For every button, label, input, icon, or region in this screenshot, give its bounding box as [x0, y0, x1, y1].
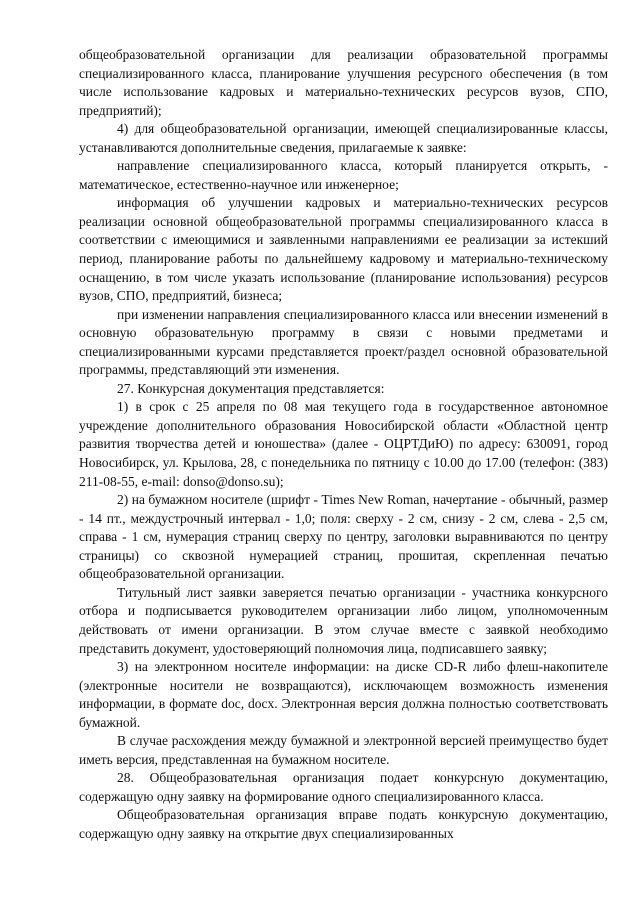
paragraph-p5: при изменении направления специализированного класса или внесении изменений в основную образовательную программу в связи с новыми предметами и специализированными курсами представляется проект/раздел основной образовательной программы, представляющий эти изменения. — [79, 306, 608, 378]
paragraph-p13: Общеобразовательная организация вправе подать конкурсную документацию, содержащую одну заявку на открытие двух специализированных — [79, 807, 608, 841]
paragraph-p7: 1) в срок с 25 апреля по 08 мая текущего года в государственное автономное учреждение дополнительного образования Новосибирской области «Областной центр развития творчества детей и юношества» (далее - ОЦРТДиЮ) по адресу: 630091, город Новосибирск, ул. Крылова, 28, с понедельника по пятницу с 10.00 до 17.00 (телефон: (383) 211-08-55, e-mail: donso@donso.su); — [79, 399, 608, 489]
paragraph-p10: 3) на электронном носителе информации: на диске CD-R либо флеш-накопителе (электронные носители не возвращаются), исключающем возможность изменения информации, в формате doc, docx. Электронная версия должна полностью соответствовать бумажной. — [79, 659, 608, 730]
paragraph-p12: 28. Общеобразовательная организация подает конкурсную документацию, содержащую одну заявку на формирование одного специализированного класса. — [79, 770, 608, 804]
paragraph-p3: направление специализированного класса, который планируется открыть, - математическое, естественно-научное или инженерное; — [79, 158, 608, 192]
paragraph-p9: Титульный лист заявки заверяется печатью организации - участника конкурсного отбора и подписывается руководителем организации либо лицом, уполномоченным действовать от имени организации. В этом случае вместе с заявкой необходимо представить документ, удостоверяющий полномочия лица, подписавшего заявку; — [79, 584, 608, 656]
paragraph-p6: 27. Конкурсная документация представляется: — [117, 380, 385, 396]
paragraph-p4: информация об улучшении кадровых и материально-технических ресурсов реализации основной общеобразовательной программы специализированного класса в соответствии с имеющимися и заявленными направлениями ее реализации за истекший период, планирование работы по дальнейшему кадровому и материально-техническому оснащению, в том числе указать использование (планирование использования) ресурсов вузов, СПО, предприятий, бизнеса; — [79, 195, 608, 304]
paragraph-p8: 2) на бумажном носителе (шрифт - Times New Roman, начертание - обычный, размер - 14 пт., междустрочный интервал - 1,0; поля: сверху - 2 см, снизу - 2 см, слева - 2,5 см, справа - 1 см, нумерация страниц сверху по центру, заголовки выравниваются по центру страницы) со сквозной нумерацией страниц, прошитая, скрепленная печатью общеобразовательной организации. — [79, 492, 608, 582]
paragraph-p11: В случае расхождения между бумажной и электронной версией преимущество будет иметь версия, представленная на бумажном носителе. — [79, 733, 608, 767]
document-page — [79, 46, 608, 844]
paragraph-p2: 4) для общеобразовательной организации, имеющей специализированные классы, устанавливаются дополнительные сведения, прилагаемые к заявке: — [79, 121, 608, 155]
paragraph-p1: общеобразовательной организации для реализации образовательной программы специализированного класса, планирование улучшения ресурсного обеспечения (в том числе использование кадровых и материально-технических ресурсов вузов, СПО, предприятий); — [79, 47, 608, 118]
